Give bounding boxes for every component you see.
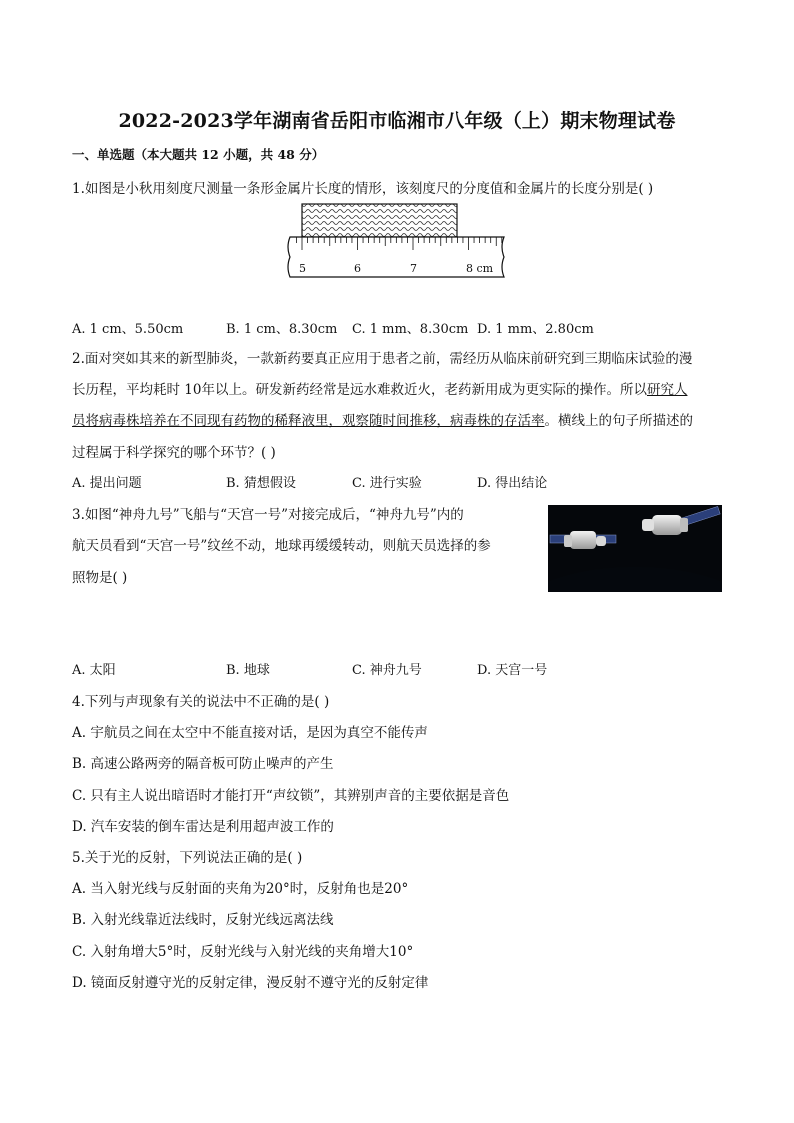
q1-option-d: D. 1 mm、2.80cm bbox=[477, 322, 594, 337]
q2-option-a: A. 提出问题 bbox=[72, 476, 142, 491]
q2-option-d: D. 得出结论 bbox=[477, 476, 548, 491]
exam-title: 2022-2023学年湖南省岳阳市临湘市八年级（上）期末物理试卷 bbox=[118, 110, 676, 132]
q3-line-2: 航天员看到“天宫一号”纹丝不动，地球再缓缓转动，则航天员选择的参 bbox=[72, 538, 491, 554]
q1-option-a: A. 1 cm、5.50cm bbox=[72, 322, 184, 337]
spacecraft-photo bbox=[548, 505, 722, 592]
ruler-label-8cm: 8 cm bbox=[466, 262, 494, 275]
q2-underlined-start: 研究人 bbox=[646, 382, 688, 398]
q1-stem: 1.如图是小秋用刻度尺测量一条形金属片长度的情形，该刻度尺的分度值和金属片的长度分别是( ) bbox=[72, 181, 654, 197]
q3-option-c: C. 神舟九号 bbox=[352, 663, 422, 678]
ruler-label-6: 6 bbox=[354, 262, 361, 275]
q2-line-4: 过程属于科学探究的哪个环节？( ) bbox=[72, 445, 276, 461]
q3-line-3: 照物是( ) bbox=[72, 570, 128, 586]
q5-option-a: A. 当入射光线与反射面的夹角为20°时，反射角也是20° bbox=[72, 881, 409, 897]
section-heading: 一、单选题（本大题共 12 小题，共 48 分） bbox=[72, 147, 325, 162]
ruler-figure bbox=[282, 202, 512, 280]
q1-option-c: C. 1 mm、8.30cm bbox=[352, 322, 469, 337]
q2-option-b: B. 猜想假设 bbox=[226, 476, 296, 491]
q3-line-1: 3.如图“神舟九号”飞船与“天宫一号”对接完成后，“神舟九号”内的 bbox=[72, 507, 464, 523]
ruler-label-7: 7 bbox=[410, 262, 417, 275]
q2-line-1: 2.面对突如其来的新型肺炎，一款新药要真正应用于患者之前，需经历从临床前研究到三期临床试验的漫 bbox=[72, 351, 693, 367]
q3-option-b: B. 地球 bbox=[226, 663, 270, 678]
q5-option-b: B. 入射光线靠近法线时，反射光线远离法线 bbox=[72, 912, 334, 928]
q4-option-c: C. 只有主人说出暗语时才能打开“声纹锁”，其辨别声音的主要依据是音色 bbox=[72, 788, 510, 804]
q2-underlined-sentence: 员将病毒株培养在不同现有药物的稀释液里，观察随时间推移，病毒株的存活率 bbox=[72, 413, 545, 429]
q3-option-d: D. 天宫一号 bbox=[477, 663, 548, 678]
q4-option-b: B. 高速公路两旁的隔音板可防止噪声的产生 bbox=[72, 756, 334, 772]
q3-option-a: A. 太阳 bbox=[72, 663, 116, 678]
q2-line-3-rest: 。横线上的句子所描述的 bbox=[544, 413, 693, 429]
q2-line-3 bbox=[72, 409, 693, 429]
q5-option-c: C. 入射角增大5°时，反射光线与入射光线的夹角增大10° bbox=[72, 944, 414, 960]
q5-stem: 5.关于光的反射，下列说法正确的是( ) bbox=[72, 850, 303, 866]
q2-line-2 bbox=[72, 378, 687, 398]
q2-option-c: C. 进行实验 bbox=[352, 476, 422, 491]
q1-option-b: B. 1 cm、8.30cm bbox=[226, 322, 338, 337]
metal-strip bbox=[302, 204, 457, 237]
q4-option-d: D. 汽车安装的倒车雷达是利用超声波工作的 bbox=[72, 819, 334, 835]
q4-stem: 4.下列与声现象有关的说法中不正确的是( ) bbox=[72, 694, 330, 710]
ruler-label-5: 5 bbox=[299, 262, 306, 275]
q2-line-2-text: 长历程，平均耗时 10年以上。研发新药经常是远水难救近火，老药新用成为更实际的操作。所以 bbox=[72, 382, 647, 398]
q5-option-d: D. 镜面反射遵守光的反射定律，漫反射不遵守光的反射定律 bbox=[72, 975, 429, 991]
q4-option-a: A. 宇航员之间在太空中不能直接对话，是因为真空不能传声 bbox=[72, 725, 428, 741]
